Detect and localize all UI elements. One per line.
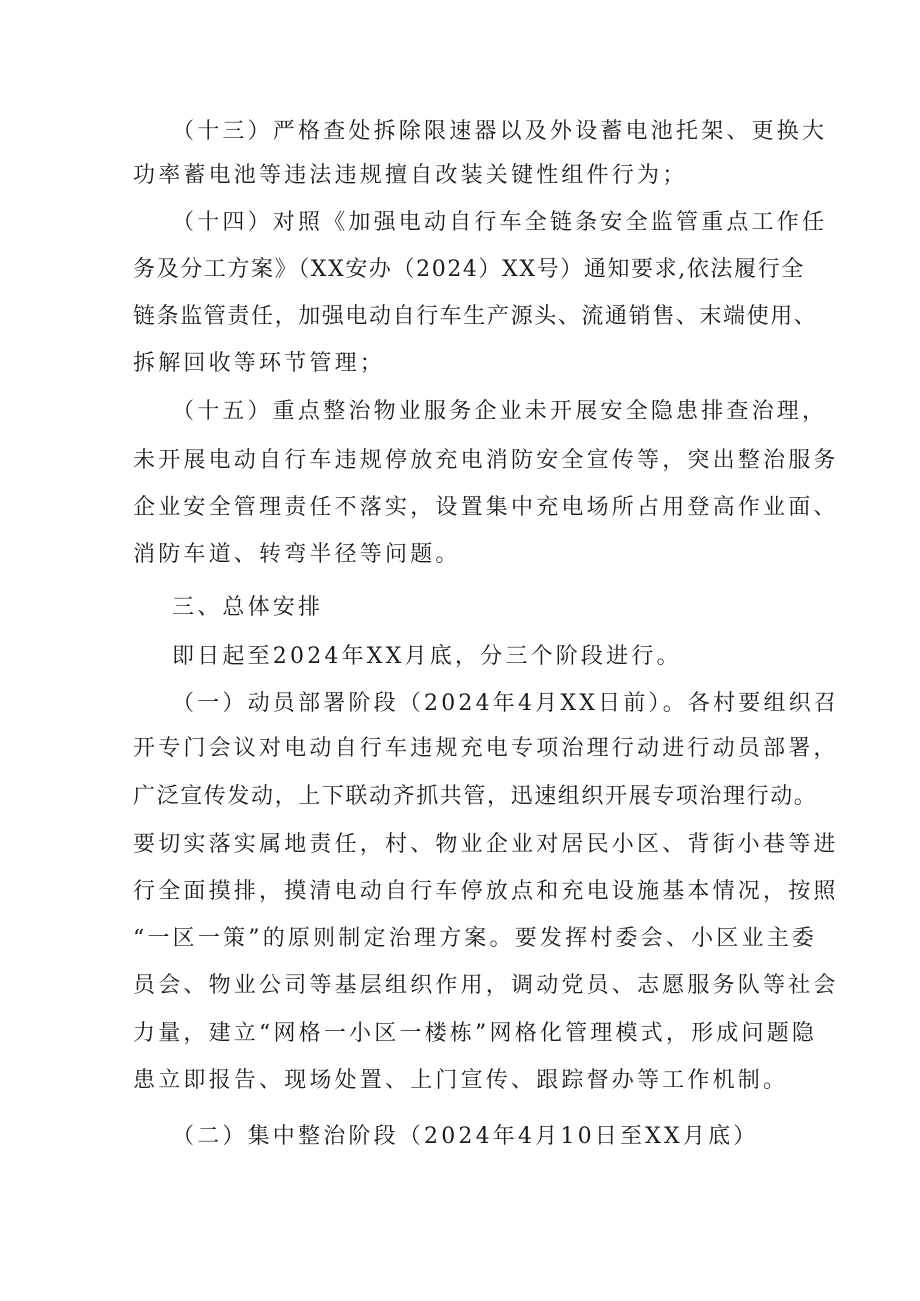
text-line: 要切实落实属地责任，村、物业企业对居民小区、背街小巷等进	[133, 832, 839, 857]
text-line: （十五）重点整治物业服务企业未开展安全隐患排查治理，	[172, 399, 828, 424]
text-line: 患立即报告、现场处置、上门宣传、跟踪督办等工作机制。	[133, 1068, 789, 1093]
text-line: 员会、物业公司等基层组织作用，调动党员、志愿服务队等社会	[133, 973, 839, 998]
text-line: （十三）严格查处拆除限速器以及外设蓄电池托架、更换大	[172, 119, 828, 144]
text-line: 企业安全管理责任不落实，设置集中充电场所占用登高作业面、	[133, 495, 839, 520]
text-line: 开专门会议对电动自行车违规充电专项治理行动进行动员部署，	[133, 736, 839, 761]
text-line: 未开展电动自行车违规停放充电消防安全宣传等，突出整治服务	[133, 448, 839, 473]
text-line: 行全面摸排，摸清电动自行车停放点和充电设施基本情况，按照	[133, 879, 839, 904]
text-line: 广泛宣传发动，上下联动齐抓共管，迅速组织开展专项治理行动。	[133, 784, 818, 809]
text-line: 拆解回收等环节管理；	[133, 351, 386, 376]
section-heading: 三、总体安排	[172, 595, 324, 620]
text-line: “一区一策”的原则制定治理方案。要发挥村委会、小区业主委	[133, 926, 818, 951]
text-line: 力量，建立“网格一小区一楼栋”网格化管理模式，形成问题隐	[133, 1021, 818, 1046]
text-line: （十四）对照《加强电动自行车全链条安全监管重点工作任	[172, 210, 828, 235]
text-line: 务及分工方案》（XX安办（2024）XX号）通知要求,依法履行全	[133, 257, 805, 282]
text-line: 链条监管责任，加强电动自行车生产源头、流通销售、末端使用、	[133, 304, 818, 329]
text-line: （一）动员部署阶段（2024年4月XX日前）。各村要组织召	[172, 691, 840, 716]
text-line: 即日起至2024年XX月底，分三个阶段进行。	[172, 644, 682, 669]
text-line: 消防车道、转弯半径等问题。	[133, 542, 461, 567]
text-line: 功率蓄电池等违法违规擅自改装关键性组件行为；	[133, 163, 688, 188]
text-line: （二）集中整治阶段（2024年4月10日至XX月底）	[172, 1124, 759, 1149]
